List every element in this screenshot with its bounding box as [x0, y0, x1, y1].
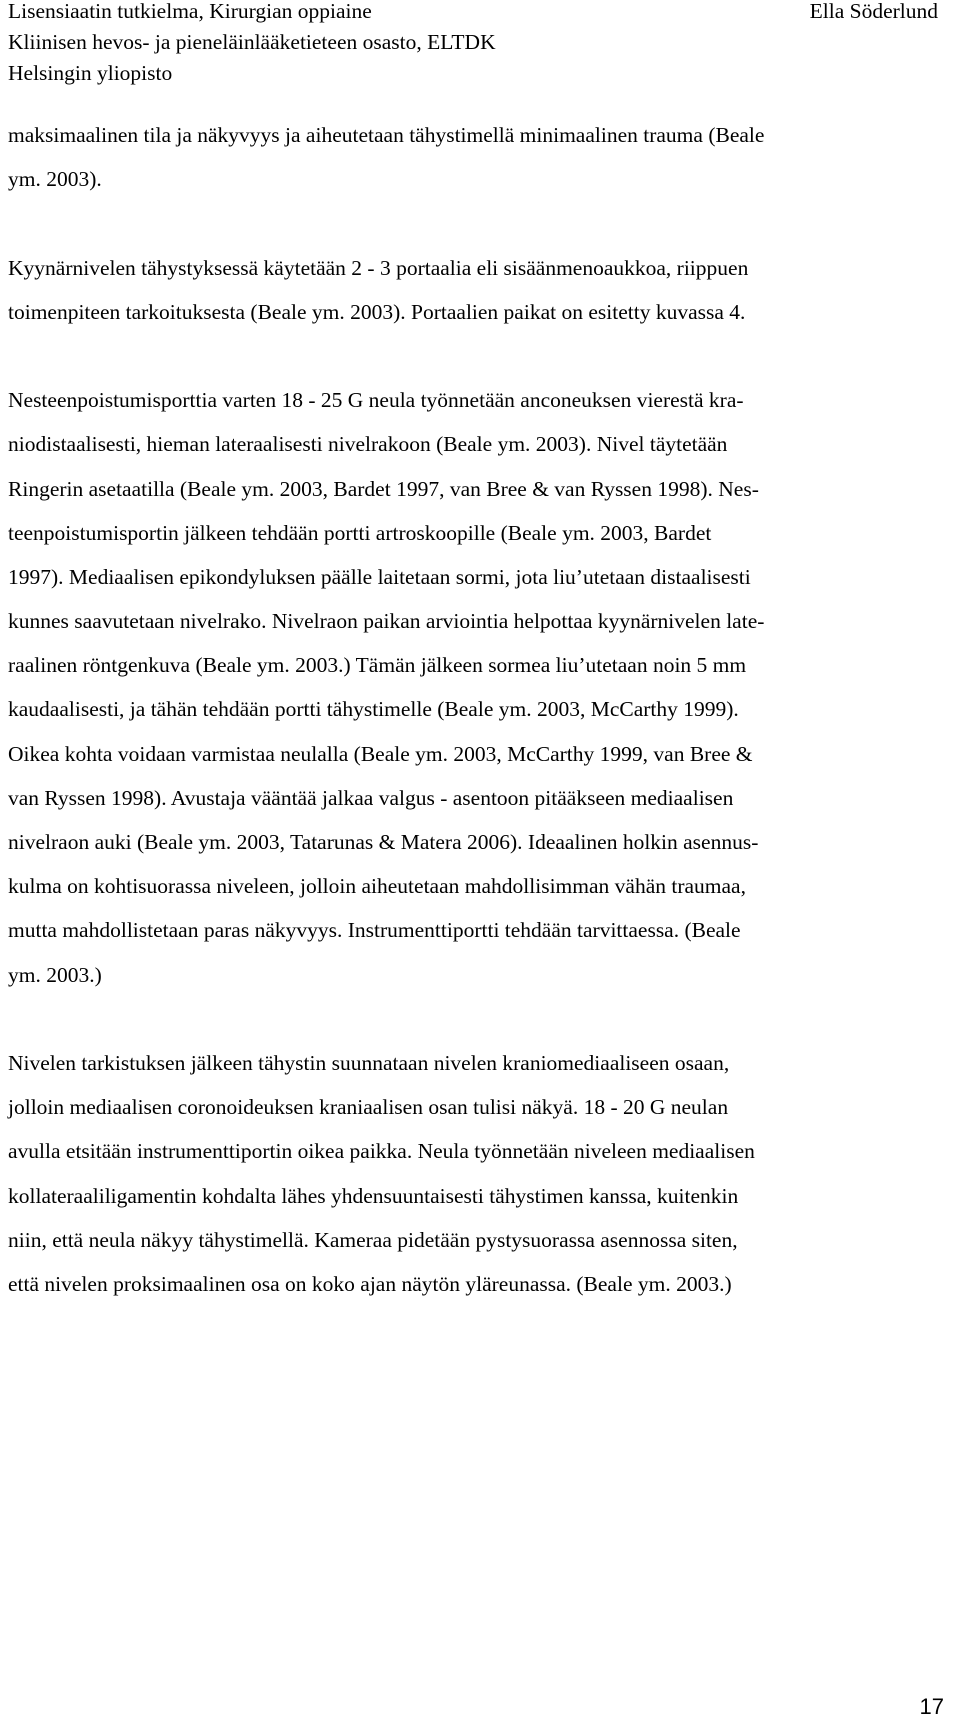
text-line: kaudaalisesti, ja tähän tehdään portti tähystimelle (Beale ym. 2003, McCarthy 1999). [8, 697, 739, 722]
header-university-line: Helsingin yliopisto [8, 61, 173, 85]
header-department-line: Kliinisen hevos- ja pieneläinlääketieteen osasto, ELTDK [8, 30, 496, 54]
paragraph-gap [8, 997, 938, 1041]
text-line: Nivelen tarkistuksen jälkeen tähystin suunnataan nivelen kraniomediaaliseen osaan, [8, 1050, 730, 1075]
paragraph-gap [8, 334, 938, 378]
text-line: kunnes saavutetaan nivelrako. Nivelraon paikan arviointia helpottaa kyynärnivelen late- [8, 609, 765, 634]
text-line: kulma on kohtisuorassa niveleen, jolloin aiheutetaan mahdollisimman vähän traumaa, [8, 874, 746, 899]
text-line: raalinen röntgenkuva (Beale ym. 2003.) Tämän jälkeen sormea liu’utetaan noin 5 mm [8, 653, 747, 678]
header-author: Ella Söderlund [809, 0, 938, 23]
paragraph-2 [8, 246, 938, 334]
text-line: mutta mahdollistetaan paras näkyvyys. Instrumenttiportti tehdään tarvittaessa. (Beale [8, 918, 741, 943]
text-line: ym. 2003). [8, 167, 102, 192]
text-line: ym. 2003.) [8, 962, 102, 987]
text-line: Oikea kohta voidaan varmistaa neulalla (Beale ym. 2003, McCarthy 1999, van Bree & [8, 741, 753, 766]
document-body [8, 113, 938, 1306]
text-line: että nivelen proksimaalinen osa on koko ajan näytön yläreunassa. (Beale ym. 2003.) [8, 1271, 732, 1296]
text-line: Kyynärnivelen tähystyksessä käytetään 2 - 3 portaalia eli sisäänmenoaukkoa, riippuen [8, 255, 749, 280]
text-line: avulla etsitään instrumenttiportin oikea paikka. Neula työnnetään niveleen mediaalisen [8, 1139, 755, 1164]
text-line: toimenpiteen tarkoituksesta (Beale ym. 2003). Portaalien paikat on esitetty kuvassa 4. [8, 299, 746, 324]
text-line: kollateraaliligamentin kohdalta lähes yhdensuuntaisesti tähystimen kanssa, kuitenkin [8, 1183, 739, 1208]
text-line: van Ryssen 1998). Avustaja vääntää jalkaa valgus - asentoon pitääkseen mediaalisen [8, 785, 734, 810]
text-line: Ringerin asetaatilla (Beale ym. 2003, Bardet 1997, van Bree & van Ryssen 1998). Nes- [8, 476, 759, 501]
header-left-block [8, 0, 496, 89]
paragraph-gap [8, 201, 938, 245]
text-line: teenpoistumisportin jälkeen tehdään portti artroskoopille (Beale ym. 2003, Bardet [8, 520, 712, 545]
text-line: nivelraon auki (Beale ym. 2003, Tatarunas & Matera 2006). Ideaalinen holkin asennus- [8, 830, 759, 854]
paragraph-4 [8, 1041, 938, 1306]
text-line: 1997). Mediaalisen epikondyluksen päälle laitetaan sormi, jota liu’utetaan distaalisesti [8, 564, 751, 589]
text-line: niodistaalisesti, hieman lateraalisesti nivelrakoon (Beale ym. 2003). Nivel täytetään [8, 432, 728, 457]
header-thesis-line: Lisensiaatin tutkielma, Kirurgian oppiaine [8, 0, 372, 23]
paragraph-1 [8, 113, 938, 201]
paragraph-3 [8, 378, 938, 997]
text-line: maksimaalinen tila ja näkyvyys ja aiheutetaan tähystimellä minimaalinen trauma (Beale [8, 123, 765, 147]
text-line: niin, että neula näkyy tähystimellä. Kameraa pidetään pystysuorassa asennossa siten, [8, 1227, 738, 1252]
text-line: Nesteenpoistumisporttia varten 18 - 25 G neula työnnetään anconeuksen vierestä kra- [8, 388, 744, 413]
page-number: 17 [919, 1694, 944, 1719]
text-line: jolloin mediaalisen coronoideuksen kraniaalisen osan tulisi näkyä. 18 - 20 G neulan [8, 1095, 729, 1120]
